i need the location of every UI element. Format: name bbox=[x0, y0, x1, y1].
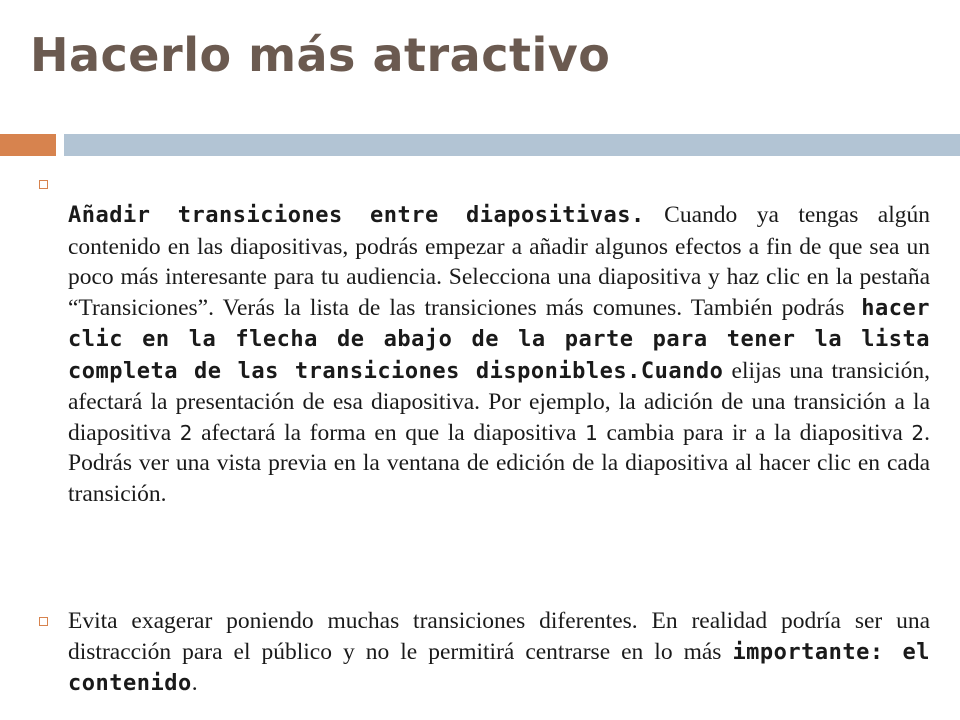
bullet-text-transitions: Añadir transiciones entre diapositivas. Cuando ya tengas algún contenido en las diapositivas, podrás empezar a añadir algunos efectos a fin de que sea un poco más interesante para tu audiencia. Selecciona una diapositiva y haz clic en la pestaña “Transiciones”. Verás la lista de las transiciones más comunes. También podrás hacer clic en la flecha de abajo de la parte para tener la lista completa de las transiciones disponibles.Cuando elijas una transición, afectará la presentación de esa diapositiva. Por ejemplo, la adición de una transición a la diapositiva 2 afectará la forma en que la diapositiva 1 cambia para ir a la diapositiva 2. Podrás ver una vista previa en la ventana de edición de la diapositiva al hacer clic en cada transición. bbox=[68, 202, 930, 507]
garbled-text: Cuando bbox=[640, 358, 724, 384]
accent-band-blue bbox=[64, 134, 960, 156]
bullet-heading-garbled: Añadir transiciones entre diapositivas. bbox=[68, 203, 645, 228]
square-bullet-icon bbox=[39, 617, 48, 626]
garbled-text: hacer clic en la flecha de abajo de la parte para tener la lista completa de las transiciones disponibles. bbox=[68, 295, 930, 384]
slide-title: Hacerlo más atractivo bbox=[30, 28, 611, 82]
square-bullet-icon bbox=[39, 180, 48, 189]
bullet-text-avoid-excess: Evita exagerar poniendo muchas transiciones diferentes. En realidad podría ser una distracción para el público y no le permitirá centrarse en lo más importante: el contenido. bbox=[68, 608, 930, 696]
garbled-text: importante: el contenido bbox=[68, 639, 930, 696]
accent-band-orange bbox=[0, 134, 56, 156]
